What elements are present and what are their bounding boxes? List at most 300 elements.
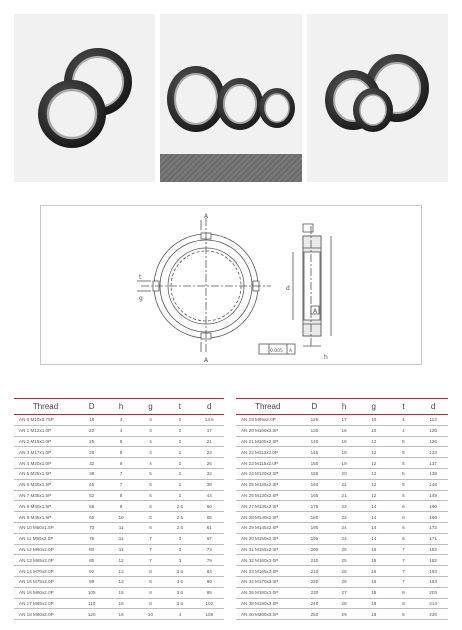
- product-photo-row: [14, 14, 448, 182]
- value-cell: 113: [418, 415, 448, 426]
- table-row: [236, 447, 448, 458]
- table-row: [14, 533, 224, 544]
- value-cell: 4: [136, 436, 165, 447]
- value-cell: 5: [389, 468, 419, 479]
- value-cell: 19: [329, 447, 359, 458]
- value-cell: 29: [329, 609, 359, 620]
- thread-cell: AN 5 M25x1.5P: [14, 468, 77, 479]
- thread-cell: AN 2 M15x1.0P: [14, 436, 77, 447]
- dim-g-label: g: [139, 295, 143, 302]
- value-cell: 17: [195, 425, 224, 436]
- tolerance-ref: A: [289, 349, 293, 354]
- table-header-row: [236, 399, 448, 415]
- value-cell: 108: [195, 609, 224, 620]
- value-cell: 2.5: [165, 501, 194, 512]
- value-cell: 182: [418, 555, 448, 566]
- value-cell: 4: [389, 425, 419, 436]
- thread-cell: AN 23 M115x2.0P: [236, 458, 300, 469]
- table-row: [236, 415, 448, 426]
- dim-h-label: h: [324, 354, 328, 361]
- value-cell: 13.5: [195, 415, 224, 426]
- value-cell: 70: [77, 522, 106, 533]
- value-cell: 5: [136, 468, 165, 479]
- value-cell: 16: [106, 598, 135, 609]
- value-cell: 7: [389, 576, 419, 587]
- value-cell: 61: [195, 522, 224, 533]
- value-cell: 9: [106, 501, 135, 512]
- value-cell: 12: [106, 555, 135, 566]
- thread-cell: AN 36 M180x3.0P: [236, 587, 300, 598]
- table-row: [236, 587, 448, 598]
- value-cell: 25: [329, 555, 359, 566]
- value-cell: 25: [329, 544, 359, 555]
- value-cell: 10: [106, 512, 135, 523]
- thread-cell: AN 7 M35x1.5P: [14, 490, 77, 501]
- spec-table-left: [14, 398, 224, 620]
- table-row: [236, 522, 448, 533]
- thread-cell: AN 20 M100x2.0P: [236, 425, 300, 436]
- value-cell: 5: [106, 447, 135, 458]
- table-row: [14, 468, 224, 479]
- value-cell: 50: [195, 501, 224, 512]
- value-cell: 21: [195, 436, 224, 447]
- table-row: [236, 544, 448, 555]
- value-cell: 44: [195, 490, 224, 501]
- value-cell: 75: [77, 533, 106, 544]
- value-cell: 102: [195, 598, 224, 609]
- photo-panel-2: [160, 14, 301, 182]
- value-cell: 214: [418, 598, 448, 609]
- value-cell: 5: [136, 479, 165, 490]
- value-cell: 2: [165, 468, 194, 479]
- value-cell: 2.5: [165, 522, 194, 533]
- value-cell: 8: [136, 566, 165, 577]
- value-cell: 203: [418, 587, 448, 598]
- value-cell: 110: [77, 598, 106, 609]
- value-cell: 226: [418, 609, 448, 620]
- table-row: [14, 415, 224, 426]
- value-cell: 13: [106, 576, 135, 587]
- value-cell: 2: [165, 447, 194, 458]
- thread-cell: AN 32 M160x3.0P: [236, 555, 300, 566]
- value-cell: 11: [106, 533, 135, 544]
- value-cell: 160: [300, 479, 330, 490]
- value-cell: 3: [165, 544, 194, 555]
- value-cell: 52: [77, 490, 106, 501]
- value-cell: 125: [300, 415, 330, 426]
- value-cell: 6: [136, 522, 165, 533]
- table-header-row: [14, 399, 224, 415]
- value-cell: 16: [359, 555, 389, 566]
- thread-cell: AN 38 M190x3.0P: [236, 598, 300, 609]
- thread-cell: AN 13 M65x2.0P: [14, 555, 77, 566]
- table-row: [14, 555, 224, 566]
- thread-cell: AN 10 M50x1.5P: [14, 522, 77, 533]
- value-cell: 85: [77, 555, 106, 566]
- value-cell: 26: [195, 458, 224, 469]
- value-cell: 38: [77, 468, 106, 479]
- value-cell: 6: [136, 501, 165, 512]
- tolerance-value: 0.005: [270, 349, 283, 354]
- value-cell: 5: [136, 490, 165, 501]
- table-row: [236, 576, 448, 587]
- table-row: [14, 512, 224, 523]
- col-header: t: [165, 399, 194, 415]
- value-cell: 45: [77, 479, 106, 490]
- value-cell: 182: [418, 544, 448, 555]
- thread-cell: AN 12 M60x2.0P: [14, 544, 77, 555]
- value-cell: 3: [136, 415, 165, 426]
- value-cell: 133: [418, 447, 448, 458]
- value-cell: 12: [359, 447, 389, 458]
- value-cell: 126: [418, 436, 448, 447]
- value-cell: 130: [300, 425, 330, 436]
- table-row: [14, 576, 224, 587]
- value-cell: 38: [195, 479, 224, 490]
- value-cell: 25: [77, 436, 106, 447]
- value-cell: 210: [300, 555, 330, 566]
- thread-cell: AN 0 M10x0.75P: [14, 415, 77, 426]
- value-cell: 2.5: [165, 512, 194, 523]
- value-cell: 120: [418, 425, 448, 436]
- value-cell: 58: [77, 501, 106, 512]
- value-cell: 18: [77, 415, 106, 426]
- value-cell: 2: [165, 436, 194, 447]
- col-header: h: [106, 399, 135, 415]
- value-cell: 4: [106, 415, 135, 426]
- value-cell: 2: [165, 458, 194, 469]
- thread-cell: AN 29 M145x2.0P: [236, 522, 300, 533]
- value-cell: 28: [329, 598, 359, 609]
- decorative-stripe: [160, 154, 301, 182]
- value-cell: 7: [106, 468, 135, 479]
- thread-cell: AN 30 M150x2.0P: [236, 533, 300, 544]
- value-cell: 138: [418, 468, 448, 479]
- value-cell: 2: [165, 415, 194, 426]
- thread-cell: AN 6 M30x1.5P: [14, 479, 77, 490]
- value-cell: 90: [195, 576, 224, 587]
- value-cell: 6: [136, 512, 165, 523]
- technical-drawing: [40, 205, 422, 365]
- value-cell: 150: [300, 458, 330, 469]
- table-row: [14, 544, 224, 555]
- table-row: [14, 609, 224, 620]
- value-cell: 7: [389, 555, 419, 566]
- value-cell: 16: [359, 544, 389, 555]
- value-cell: 12: [359, 468, 389, 479]
- value-cell: 21: [329, 479, 359, 490]
- thread-cell: AN 25 M125x2.0P: [236, 479, 300, 490]
- value-cell: 2: [165, 425, 194, 436]
- value-cell: 73: [195, 544, 224, 555]
- value-cell: 10: [136, 609, 165, 620]
- thread-cell: AN 16 M80x2.0P: [14, 587, 77, 598]
- value-cell: 22: [329, 512, 359, 523]
- value-cell: 19: [329, 458, 359, 469]
- table-row: [14, 479, 224, 490]
- value-cell: 7: [389, 544, 419, 555]
- value-cell: 220: [300, 576, 330, 587]
- table-row: [14, 447, 224, 458]
- col-header: D: [300, 399, 330, 415]
- table-row: [14, 501, 224, 512]
- col-header: d: [418, 399, 448, 415]
- value-cell: 180: [300, 512, 330, 523]
- value-cell: 145: [300, 447, 330, 458]
- value-cell: 5: [389, 447, 419, 458]
- value-cell: 18: [359, 587, 389, 598]
- thread-cell: AN 27 M135x2.0P: [236, 501, 300, 512]
- value-cell: 6: [389, 533, 419, 544]
- value-cell: 65: [77, 512, 106, 523]
- value-cell: 12: [359, 490, 389, 501]
- thread-cell: AN 33 M165x3.0P: [236, 566, 300, 577]
- thread-cell: AN 4 M20x1.0P: [14, 458, 77, 469]
- value-cell: 4: [165, 609, 194, 620]
- value-cell: 12: [359, 436, 389, 447]
- value-cell: 165: [300, 490, 330, 501]
- thread-cell: AN 18 M90x2.0P: [14, 609, 77, 620]
- value-cell: 16: [359, 576, 389, 587]
- thread-cell: AN 15 M75x2.0P: [14, 576, 77, 587]
- value-cell: 14: [359, 533, 389, 544]
- col-header: d: [195, 399, 224, 415]
- value-cell: 95: [195, 587, 224, 598]
- value-cell: 10: [359, 415, 389, 426]
- value-cell: 5: [389, 490, 419, 501]
- value-cell: 18: [359, 609, 389, 620]
- value-cell: 200: [300, 544, 330, 555]
- value-cell: 5: [389, 458, 419, 469]
- table-row: [236, 425, 448, 436]
- value-cell: 21: [329, 490, 359, 501]
- lock-nut-drawing: [41, 206, 421, 364]
- dim-d-label: d: [286, 285, 290, 292]
- value-cell: 3.5: [165, 587, 194, 598]
- value-cell: 210: [300, 566, 330, 577]
- thread-cell: AN 14 M70x2.0P: [14, 566, 77, 577]
- value-cell: 193: [418, 566, 448, 577]
- value-cell: 3: [136, 425, 165, 436]
- value-cell: 12: [359, 458, 389, 469]
- value-cell: 2: [165, 479, 194, 490]
- thread-cell: AN 11 M55x2.0P: [14, 533, 77, 544]
- photo-panel-3: [307, 14, 448, 182]
- table-row: [14, 458, 224, 469]
- col-header: h: [329, 399, 359, 415]
- value-cell: 4: [389, 415, 419, 426]
- value-cell: 14: [359, 512, 389, 523]
- value-cell: 8: [106, 490, 135, 501]
- value-cell: 3.5: [165, 576, 194, 587]
- thread-cell: AN 24 M120x2.0P: [236, 468, 300, 479]
- thread-cell: AN 19 M95x2.0P: [236, 415, 300, 426]
- table-row: [236, 609, 448, 620]
- value-cell: 195: [300, 533, 330, 544]
- thread-cell: AN 8 M40x1.5P: [14, 501, 77, 512]
- thread-cell: AN 28 M140x2.0P: [236, 512, 300, 523]
- value-cell: 171: [418, 533, 448, 544]
- value-cell: 175: [300, 501, 330, 512]
- col-header: g: [359, 399, 389, 415]
- value-cell: 5: [389, 436, 419, 447]
- value-cell: 190: [300, 522, 330, 533]
- table-row: [236, 555, 448, 566]
- table-row: [236, 598, 448, 609]
- spec-table-right: [236, 398, 448, 620]
- section-label-bottom: A: [204, 357, 209, 364]
- table-row: [14, 490, 224, 501]
- value-cell: 8: [389, 587, 419, 598]
- value-cell: 193: [418, 576, 448, 587]
- value-cell: 5: [389, 479, 419, 490]
- value-cell: 32: [195, 468, 224, 479]
- table-row: [14, 522, 224, 533]
- value-cell: 14: [359, 522, 389, 533]
- table-row: [236, 458, 448, 469]
- value-cell: 98: [77, 576, 106, 587]
- thread-cell: AN 34 M170x3.0P: [236, 576, 300, 587]
- value-cell: 7: [106, 479, 135, 490]
- value-cell: 120: [77, 609, 106, 620]
- value-cell: 155: [300, 468, 330, 479]
- value-cell: 32: [77, 458, 106, 469]
- lock-nut-pair-photo: [14, 14, 155, 182]
- photo-panel-1: [14, 14, 155, 182]
- value-cell: 240: [300, 598, 330, 609]
- value-cell: 172: [418, 522, 448, 533]
- value-cell: 230: [300, 587, 330, 598]
- value-cell: 18: [329, 425, 359, 436]
- value-cell: 26: [329, 576, 359, 587]
- value-cell: 14: [359, 501, 389, 512]
- col-header: t: [389, 399, 419, 415]
- table-row: [14, 587, 224, 598]
- value-cell: 149: [418, 490, 448, 501]
- value-cell: 27: [329, 587, 359, 598]
- value-cell: 3: [165, 555, 194, 566]
- value-cell: 22: [195, 447, 224, 458]
- value-cell: 16: [106, 609, 135, 620]
- value-cell: 67: [195, 533, 224, 544]
- thread-cell: AN 1 M12x1.0P: [14, 425, 77, 436]
- value-cell: 28: [77, 447, 106, 458]
- value-cell: 12: [359, 479, 389, 490]
- thread-cell: AN 3 M17x1.0P: [14, 447, 77, 458]
- table-row: [236, 436, 448, 447]
- value-cell: 7: [389, 566, 419, 577]
- value-cell: 17: [329, 415, 359, 426]
- value-cell: 79: [195, 555, 224, 566]
- dim-t-label: t: [139, 274, 142, 281]
- thread-cell: AN 22 M110x2.0P: [236, 447, 300, 458]
- table-row: [14, 566, 224, 577]
- value-cell: 5: [106, 436, 135, 447]
- value-cell: 11: [106, 522, 135, 533]
- col-header: Thread: [14, 399, 77, 415]
- value-cell: 7: [136, 555, 165, 566]
- value-cell: 26: [329, 566, 359, 577]
- value-cell: 24: [329, 522, 359, 533]
- value-cell: 12: [106, 566, 135, 577]
- value-cell: 160: [418, 501, 448, 512]
- value-cell: 6: [106, 458, 135, 469]
- value-cell: 148: [418, 479, 448, 490]
- value-cell: 105: [77, 587, 106, 598]
- table-row: [236, 468, 448, 479]
- value-cell: 56: [195, 512, 224, 523]
- table-row: [14, 425, 224, 436]
- value-cell: 137: [418, 458, 448, 469]
- thread-cell: AN 9 M45x1.5P: [14, 512, 77, 523]
- col-header: D: [77, 399, 106, 415]
- value-cell: 6: [389, 512, 419, 523]
- table-row: [236, 490, 448, 501]
- value-cell: 8: [136, 587, 165, 598]
- value-cell: 22: [329, 501, 359, 512]
- value-cell: 18: [329, 436, 359, 447]
- col-header: Thread: [236, 399, 300, 415]
- value-cell: 8: [136, 598, 165, 609]
- value-cell: 140: [300, 436, 330, 447]
- value-cell: 10: [359, 425, 389, 436]
- value-cell: 8: [389, 598, 419, 609]
- value-cell: 22: [77, 425, 106, 436]
- value-cell: 160: [418, 512, 448, 523]
- value-cell: 3.5: [165, 566, 194, 577]
- table-row: [14, 598, 224, 609]
- value-cell: 8: [389, 609, 419, 620]
- col-header: g: [136, 399, 165, 415]
- table-row: [236, 501, 448, 512]
- value-cell: 92: [77, 566, 106, 577]
- table-row: [236, 533, 448, 544]
- lock-nut-stack-photo: [307, 14, 448, 182]
- value-cell: 7: [136, 533, 165, 544]
- value-cell: 84: [195, 566, 224, 577]
- value-cell: 6: [389, 522, 419, 533]
- thread-cell: AN 40 M200x3.0P: [236, 609, 300, 620]
- value-cell: 18: [359, 598, 389, 609]
- value-cell: 4: [136, 458, 165, 469]
- thread-cell: AN 31 M155x2.0P: [236, 544, 300, 555]
- value-cell: 3.5: [165, 598, 194, 609]
- value-cell: 80: [77, 544, 106, 555]
- value-cell: 3: [165, 533, 194, 544]
- value-cell: 4: [106, 425, 135, 436]
- table-row: [236, 566, 448, 577]
- value-cell: 20: [329, 468, 359, 479]
- value-cell: 250: [300, 609, 330, 620]
- value-cell: 24: [329, 533, 359, 544]
- value-cell: 7: [136, 544, 165, 555]
- thread-cell: AN 17 M85x2.0P: [14, 598, 77, 609]
- value-cell: 2: [165, 490, 194, 501]
- thread-cell: AN 21 M105x2.0P: [236, 436, 300, 447]
- thread-cell: AN 26 M130x2.0P: [236, 490, 300, 501]
- table-row: [236, 512, 448, 523]
- table-row: [14, 436, 224, 447]
- section-label-top: A: [204, 213, 209, 220]
- value-cell: 11: [106, 544, 135, 555]
- value-cell: 4: [136, 447, 165, 458]
- value-cell: 15: [106, 587, 135, 598]
- datum-label: A: [313, 308, 318, 315]
- table-row: [236, 479, 448, 490]
- value-cell: 6: [389, 501, 419, 512]
- value-cell: 16: [359, 566, 389, 577]
- value-cell: 8: [136, 576, 165, 587]
